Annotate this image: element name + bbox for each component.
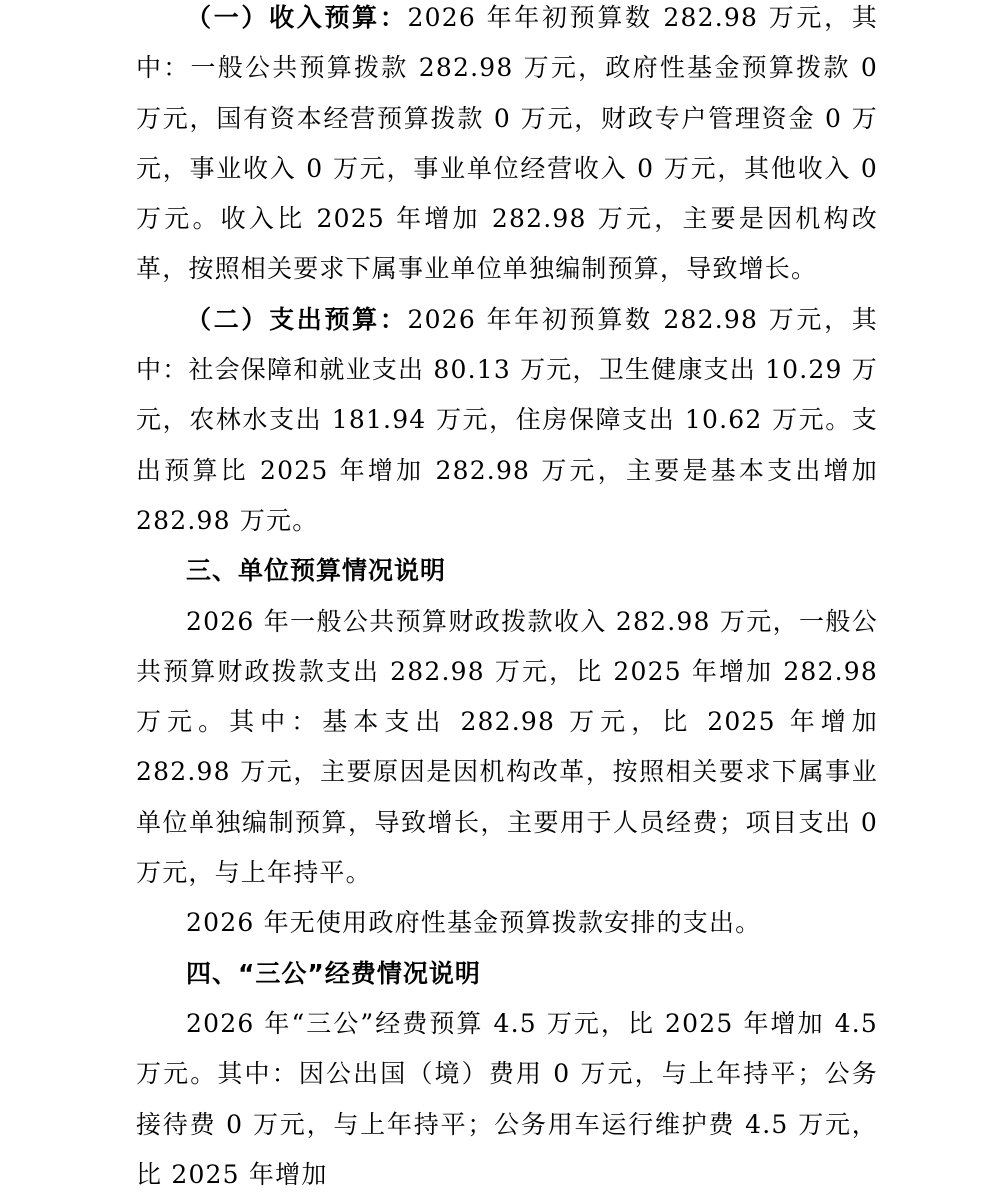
expense-budget-lead: （二）支出预算： bbox=[186, 304, 408, 334]
section-heading-3: 三、单位预算情况说明 bbox=[186, 556, 447, 586]
income-budget-text: 2026 年年初预算数 282.98 万元，其中：一般公共预算拨款 282.98 万元，政府性基金预算拨款 0 万元，国有资本经营预算拨款 0 万元，财政专户管理资金 0 万元，事业收入 0 万元，事业单位经营收入 0 万元，其他收入 0 万元。收入比 2025 年增加 282.98 万元，主要是因机构改革，按照相关要求下属事业单位单独编制预算，导致增长。 bbox=[136, 3, 878, 284]
unit-budget-paragraph-2: 2026 年无使用政府性基金预算拨款安排的支出。 bbox=[186, 908, 762, 938]
expense-budget-paragraph bbox=[136, 295, 878, 546]
section-heading-4: 四、“三公”经费情况说明 bbox=[186, 958, 481, 988]
income-budget-lead: （一）收入预算： bbox=[186, 3, 408, 32]
expense-budget-text: 2026 年年初预算数 282.98 万元，其中：社会保障和就业支出 80.13 万元，卫生健康支出 10.29 万元，农林水支出 181.94 万元，住房保障支出 10.62 万元。支出预算比 2025 年增加 282.98 万元，主要是基本支出增加 282.98 万元。 bbox=[136, 304, 878, 535]
document-page bbox=[136, 0, 878, 1200]
sangong-paragraph: 2026 年“三公”经费预算 4.5 万元，比 2025 年增加 4.5 万元。其中：因公出国（境）费用 0 万元，与上年持平；公务接待费 0 万元，与上年持平；公务用车运行维护费 4.5 万元，比 2025 年增加 bbox=[136, 1008, 878, 1189]
unit-budget-paragraph-1: 2026 年一般公共预算财政拨款收入 282.98 万元，一般公共预算财政拨款支出 282.98 万元，比 2025 年增加 282.98 万元。其中：基本支出 282.98 万元，比 2025 年增加 282.98 万元，主要原因是因机构改革，按照相关要求下属事业单位单独编制预算，导致增长，主要用于人员经费；项目支出 0 万元，与上年持平。 bbox=[136, 606, 878, 888]
income-budget-paragraph bbox=[136, 0, 878, 295]
